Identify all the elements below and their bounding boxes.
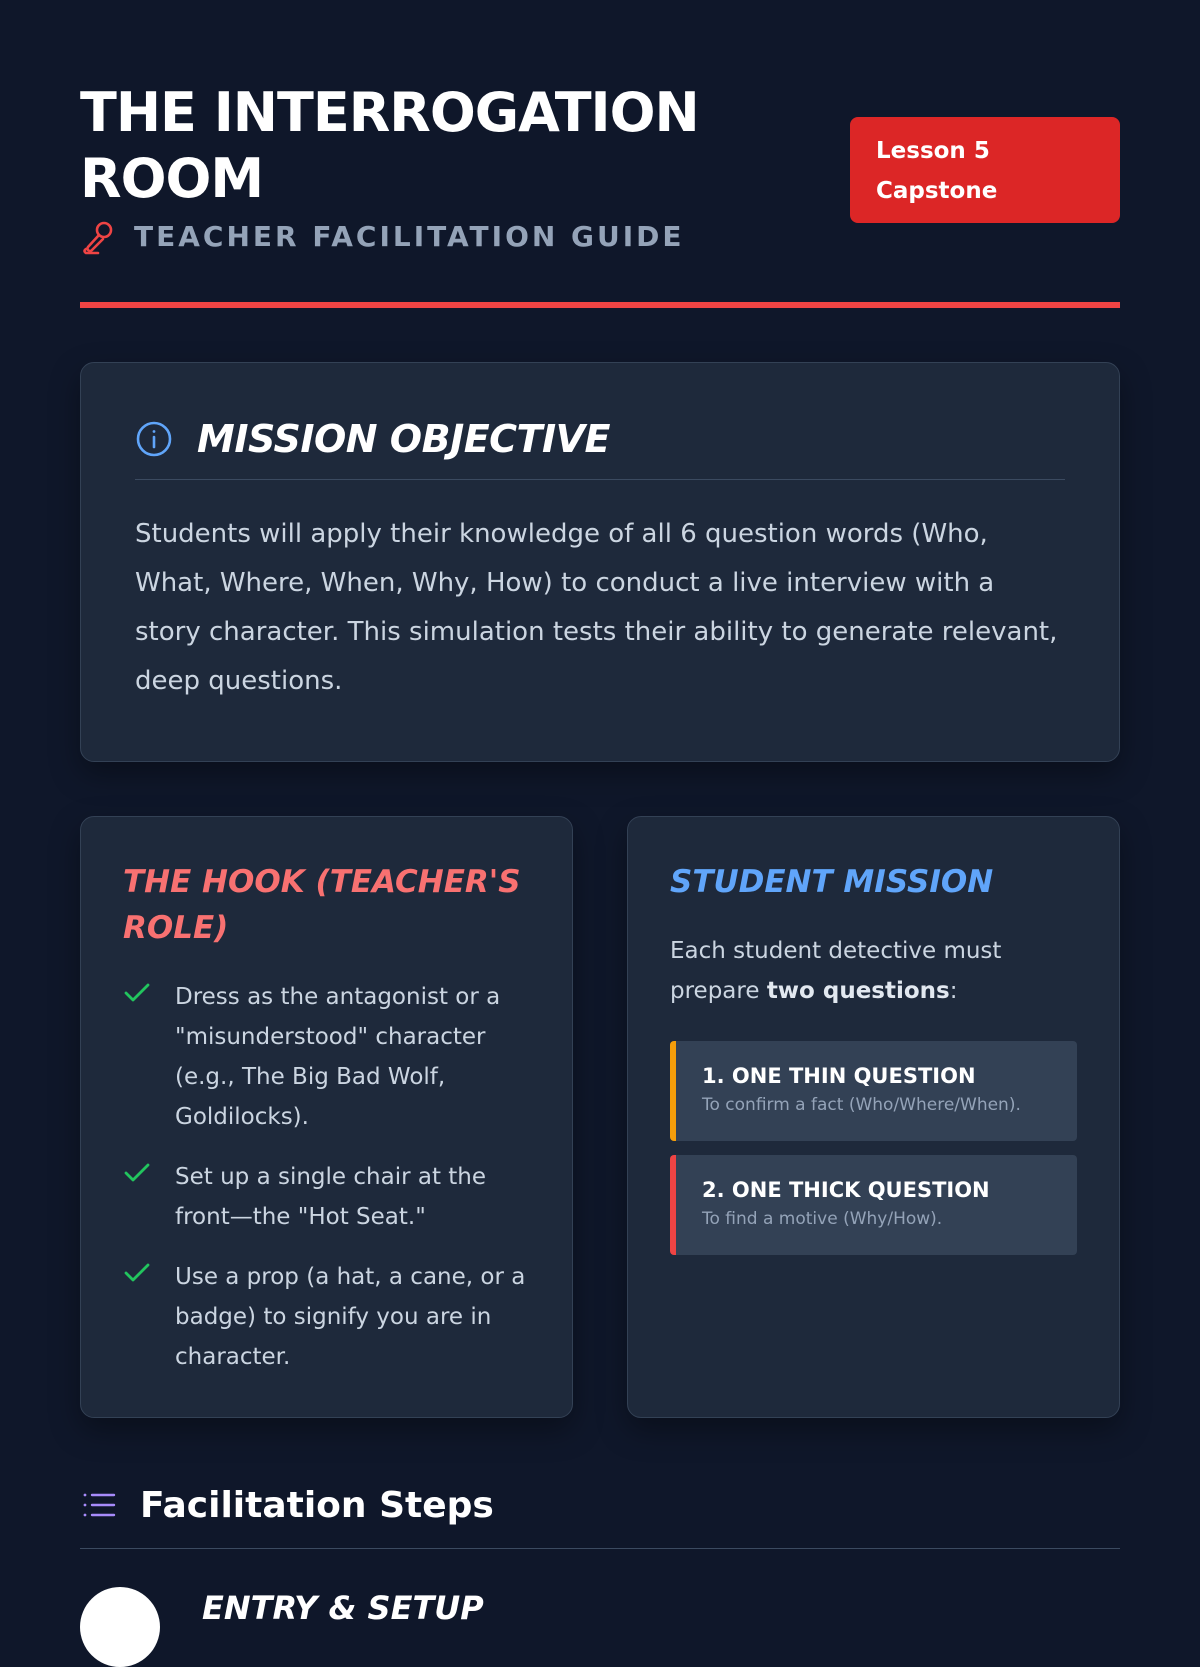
thick-question-box xyxy=(670,1155,1077,1255)
mission-intro-bold: two questions xyxy=(766,978,950,1004)
page-subtitle: TEACHER FACILITATION GUIDE xyxy=(134,219,685,253)
hook-item-text: Use a prop (a hat, a cane, or a badge) to signify you are in character. xyxy=(175,1264,526,1370)
info-icon xyxy=(135,420,173,458)
hook-card xyxy=(80,816,573,1418)
steps-title: Facilitation Steps xyxy=(140,1484,494,1526)
objective-text: Students will apply their knowledge of all 6 question words (Who, What, Where, When, Why, How) to conduct a live interview with a story character. This simulation tests their ability to generate relevant, deep questions. xyxy=(135,519,1058,696)
mission-intro xyxy=(670,931,1077,1011)
lesson-badge xyxy=(850,117,1120,223)
steps-heading xyxy=(80,1472,1120,1549)
list-item xyxy=(123,1157,530,1237)
mission-intro-text: Each student detective must prepare xyxy=(670,938,1002,1004)
thin-question-desc: To confirm a fact (Who/Where/When). xyxy=(702,1095,1021,1115)
thick-question-title: 2. ONE THICK QUESTION xyxy=(702,1178,990,1202)
objective-title: MISSION OBJECTIVE xyxy=(197,417,610,461)
hook-list xyxy=(123,977,530,1377)
student-mission-card xyxy=(627,816,1120,1418)
hook-item-text: Set up a single chair at the front—the "Hot Seat." xyxy=(175,1164,487,1230)
microphone-icon xyxy=(80,218,116,254)
list-item xyxy=(123,1257,530,1377)
two-column-section xyxy=(80,816,1120,1418)
objective-heading xyxy=(135,417,1065,480)
facilitation-steps xyxy=(80,1472,1120,1667)
checkmark-icon xyxy=(123,977,175,1137)
page-header xyxy=(80,80,1120,308)
list-item xyxy=(123,977,530,1137)
subtitle-row xyxy=(80,218,1120,254)
step-row xyxy=(80,1587,1120,1667)
list-icon xyxy=(80,1486,118,1524)
hook-item-text: Dress as the antagonist or a "misunderstood" character (e.g., The Big Bad Wolf, Goldilocks). xyxy=(175,984,501,1130)
thick-question-desc: To find a motive (Why/How). xyxy=(702,1209,943,1229)
badge-capstone: Capstone xyxy=(876,178,998,204)
thin-question-box xyxy=(670,1041,1077,1141)
checkmark-icon xyxy=(123,1257,175,1377)
mission-intro-end: : xyxy=(949,978,958,1004)
page-title: THE INTERROGATION ROOM xyxy=(80,81,699,210)
step-title: ENTRY & SETUP xyxy=(202,1589,484,1627)
hook-title: THE HOOK (TEACHER'S ROLE) xyxy=(123,864,521,946)
step-number-circle xyxy=(80,1587,160,1667)
student-mission-title: STUDENT MISSION xyxy=(670,864,994,900)
mission-objective-card xyxy=(80,362,1120,762)
checkmark-icon xyxy=(123,1157,175,1237)
badge-lesson: Lesson 5 xyxy=(876,138,990,164)
thin-question-title: 1. ONE THIN QUESTION xyxy=(702,1064,976,1088)
